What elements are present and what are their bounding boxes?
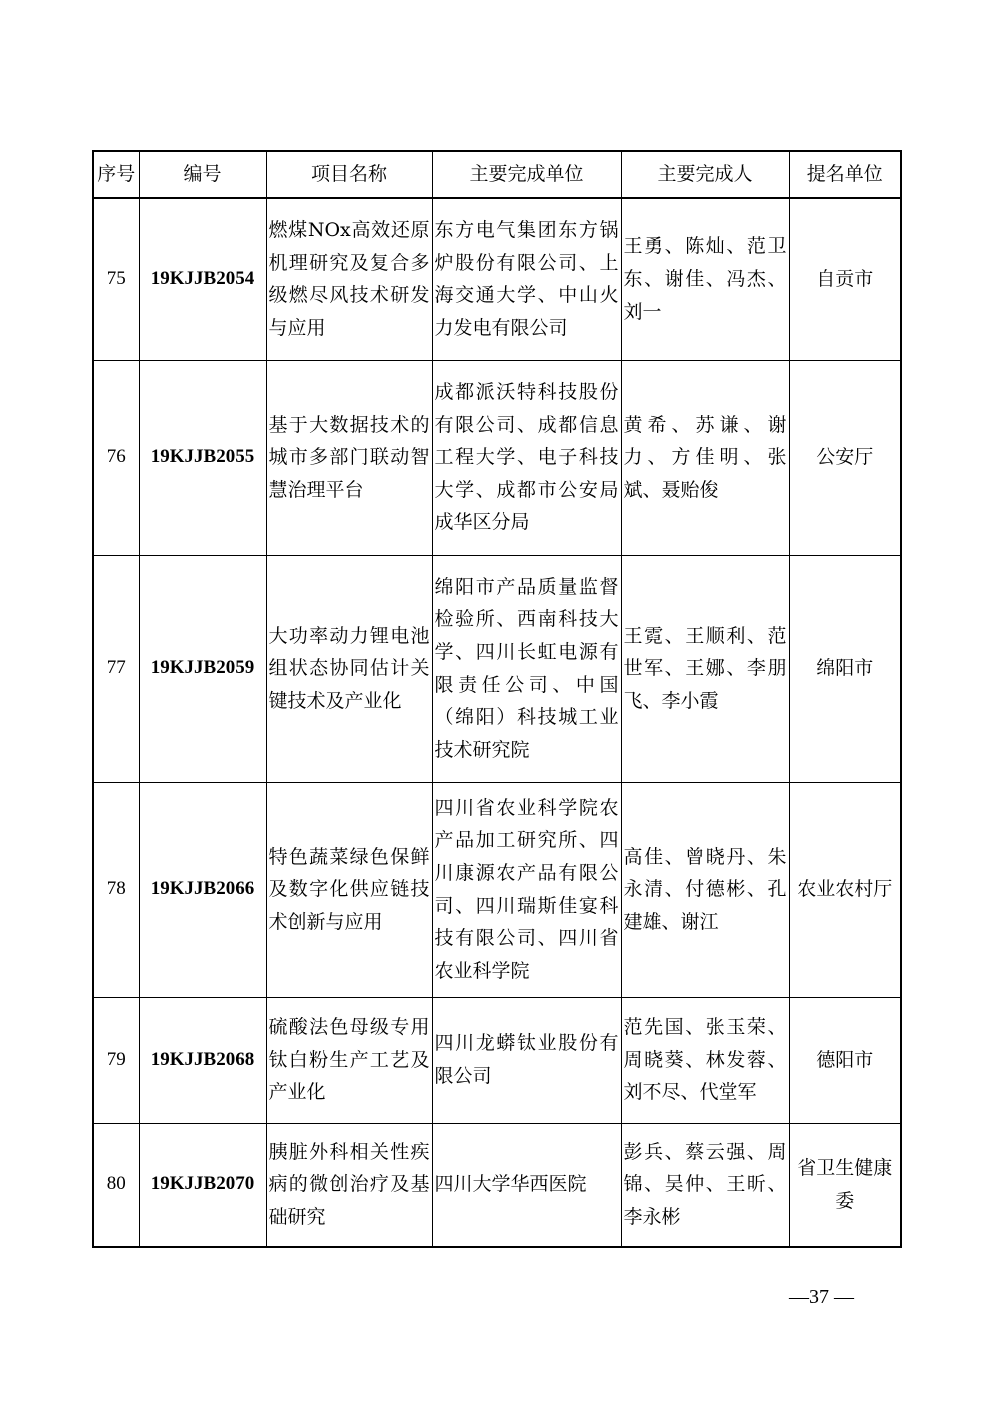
- table-row: [93, 782, 901, 997]
- row-project: 基于大数据技术的城市多部门联动智慧治理平台: [266, 360, 432, 555]
- row-nominator: 省卫生健康委: [789, 1123, 901, 1247]
- row-people: 王霓、王顺利、范世军、王娜、李朋飞、李小霞: [621, 555, 789, 782]
- table-row: [93, 198, 901, 360]
- header-project: 项目名称: [266, 151, 432, 198]
- row-code: 19KJJB2070: [139, 1123, 266, 1247]
- row-units: 四川龙蟒钛业股份有限公司: [432, 997, 621, 1123]
- row-people: 黄希、苏谦、谢力、方佳明、张斌、聂贻俊: [621, 360, 789, 555]
- row-nominator: 农业农村厅: [789, 782, 901, 997]
- row-nominator: 德阳市: [789, 997, 901, 1123]
- awards-table: [92, 150, 902, 1248]
- row-nominator: 绵阳市: [789, 555, 901, 782]
- table-row: [93, 360, 901, 555]
- header-people: 主要完成人: [621, 151, 789, 198]
- row-units: 东方电气集团东方锅炉股份有限公司、上海交通大学、中山火力发电有限公司: [432, 198, 621, 360]
- row-people: 彭兵、蔡云强、周锦、吴仲、王昕、李永彬: [621, 1123, 789, 1247]
- header-nominator: 提名单位: [789, 151, 901, 198]
- row-nominator: 自贡市: [789, 198, 901, 360]
- table-header-row: [93, 151, 901, 198]
- table-row: [93, 1123, 901, 1247]
- row-project: 燃煤NOx高效还原机理研究及复合多级燃尽风技术研发与应用: [266, 198, 432, 360]
- row-people: 王勇、陈灿、范卫东、谢佳、冯杰、刘一: [621, 198, 789, 360]
- row-seq: 76: [93, 360, 139, 555]
- row-seq: 79: [93, 997, 139, 1123]
- row-code: 19KJJB2059: [139, 555, 266, 782]
- row-project: 胰脏外科相关性疾病的微创治疗及基础研究: [266, 1123, 432, 1247]
- row-seq: 80: [93, 1123, 139, 1247]
- table-row: [93, 555, 901, 782]
- page-number: —37 —: [789, 1286, 854, 1308]
- row-code: 19KJJB2066: [139, 782, 266, 997]
- header-units: 主要完成单位: [432, 151, 621, 198]
- row-project: 硫酸法色母级专用钛白粉生产工艺及产业化: [266, 997, 432, 1123]
- row-units: 四川省农业科学院农产品加工研究所、四川康源农产品有限公司、四川瑞斯佳宴科技有限公司、四川省农业科学院: [432, 782, 621, 997]
- row-units: 成都派沃特科技股份有限公司、成都信息工程大学、电子科技大学、成都市公安局成华区分局: [432, 360, 621, 555]
- row-nominator: 公安厅: [789, 360, 901, 555]
- row-project: 大功率动力锂电池组状态协同估计关键技术及产业化: [266, 555, 432, 782]
- row-seq: 75: [93, 198, 139, 360]
- row-seq: 77: [93, 555, 139, 782]
- row-project: 特色蔬菜绿色保鲜及数字化供应链技术创新与应用: [266, 782, 432, 997]
- row-code: 19KJJB2055: [139, 360, 266, 555]
- table-row: [93, 997, 901, 1123]
- header-code: 编号: [139, 151, 266, 198]
- row-seq: 78: [93, 782, 139, 997]
- header-seq: 序号: [93, 151, 139, 198]
- row-units: 绵阳市产品质量监督检验所、西南科技大学、四川长虹电源有限责任公司、中国（绵阳）科技城工业技术研究院: [432, 555, 621, 782]
- row-code: 19KJJB2054: [139, 198, 266, 360]
- row-people: 高佳、曾晓丹、朱永清、付德彬、孔建雄、谢江: [621, 782, 789, 997]
- row-units: 四川大学华西医院: [432, 1123, 621, 1247]
- row-code: 19KJJB2068: [139, 997, 266, 1123]
- row-people: 范先国、张玉荣、周晓葵、林发蓉、刘不尽、代堂军: [621, 997, 789, 1123]
